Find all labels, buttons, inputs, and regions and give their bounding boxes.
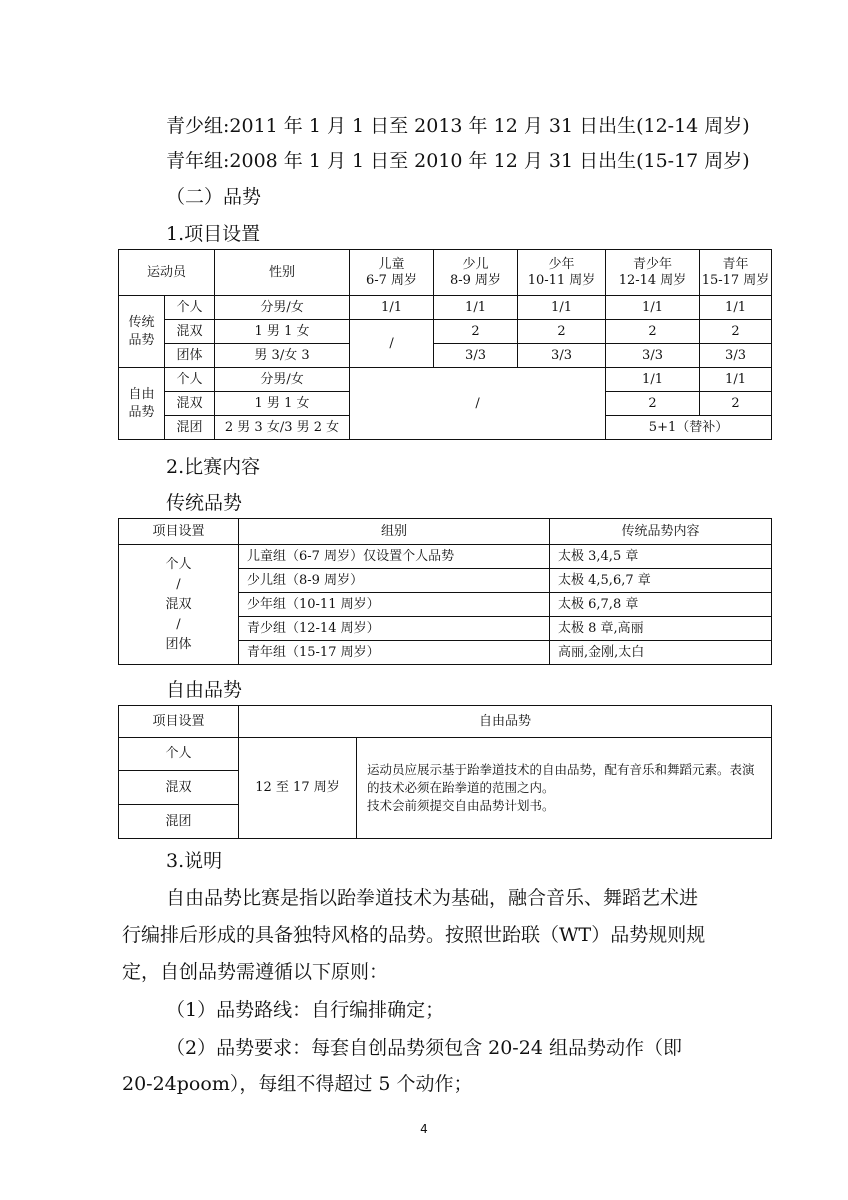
free-poomsae-title: 自由品势 [166,679,243,701]
cell-value: 2 [700,320,772,344]
kid-age: 8-9 周岁 [449,272,502,288]
teen-label: 少年 [548,256,575,272]
cell-value: 2 [700,392,772,416]
paragraph-line: 自由品势比赛是指以跆拳道技术为基础，融合音乐、舞蹈艺术进 [166,887,699,909]
group-cell: 儿童组（6-7 周岁）仅设置个人品势 [239,545,550,569]
junior-age: 15-17 周岁 [701,272,770,288]
header-gender: 性别 [215,250,350,296]
cell-value: 1/1 [606,296,700,320]
description-cell [357,738,772,839]
free-content-table [118,705,772,839]
competition-content-title: 2.比赛内容 [166,456,261,478]
header-junior [700,250,772,296]
item-separator: / [176,576,181,592]
header-kid [434,250,518,296]
group-cell: 少年组（10-11 周岁） [239,593,550,617]
cell-value: 1/1 [700,296,772,320]
free-mixed-team: 混团 [165,416,215,440]
item-separator: / [176,616,181,632]
youth-group-line: 青少组:2011 年 1 月 1 日至 2013 年 12 月 31 日出生(12-14 周岁) [166,115,750,137]
cell-value: 1/1 [606,368,700,392]
header-youth [606,250,700,296]
trad-individual: 个人 [165,296,215,320]
header-item: 项目设置 [119,706,239,738]
paragraph-line: 行编排后形成的具备独特风格的品势。按照世跆联（WT）品势规则规 [122,924,706,946]
junior-group-line: 青年组:2008 年 1 月 1 日至 2010 年 12 月 31 日出生(15-17 周岁) [166,150,750,172]
free-category-label: 自由品势 [128,386,155,420]
paragraph-line: 定，自创品势需遵循以下原则： [122,961,389,983]
cell-value: 3/3 [700,344,772,368]
cell-value: 3/3 [518,344,606,368]
header-item: 项目设置 [119,519,239,545]
cell-empty: / [350,320,434,368]
explanation-title: 3.说明 [166,850,223,872]
header-group: 组别 [239,519,550,545]
page-number: 4 [420,1122,428,1136]
header-free: 自由品势 [239,706,772,738]
teen-age: 10-11 周岁 [527,272,596,288]
cell-value: 5+1（替补） [606,416,772,440]
group-cell: 青少组（12-14 周岁） [239,617,550,641]
header-child [350,250,434,296]
paragraph-line: （1）品势路线：自行编排确定； [166,999,445,1021]
junior-label: 青年 [722,256,749,272]
item-individual: 个人 [165,556,192,572]
cell-value: 3/3 [434,344,518,368]
content-cell: 太极 6,7,8 章 [550,593,772,617]
content-cell: 太极 8 章,高丽 [550,617,772,641]
youth-age: 12-14 周岁 [618,272,687,288]
free-mixed-team: 混团 [119,805,239,839]
item-team: 团体 [165,636,192,652]
free-pair-gender: 1 男 1 女 [215,392,350,416]
trad-category-label: 传统品势 [128,314,155,348]
project-setup-table [118,249,772,440]
description-text: 运动员应展示基于跆拳道技术的自由品势，配有音乐和舞蹈元素。表演的技术必须在跆拳道的范围之内。 [367,762,755,795]
kid-label: 少儿 [462,256,489,272]
free-mixed-pair: 混双 [165,392,215,416]
child-label: 儿童 [378,256,405,272]
content-cell: 高丽,金刚,太白 [550,641,772,665]
paragraph-line: 20-24poom），每组不得超过 5 个动作； [122,1073,473,1095]
cell-value: 1/1 [434,296,518,320]
content-cell: 太极 4,5,6,7 章 [550,569,772,593]
free-individual: 个人 [165,368,215,392]
cell-empty: / [350,368,606,440]
age-cell: 12 至 17 周岁 [239,738,357,839]
free-individual: 个人 [119,738,239,771]
free-team-gender: 2 男 3 女/3 男 2 女 [215,416,350,440]
cell-value: 2 [434,320,518,344]
content-cell: 太极 3,4,5 章 [550,545,772,569]
cell-value: 1/1 [350,296,434,320]
free-category [119,368,165,440]
trad-poomsae-title: 传统品势 [166,492,243,514]
cell-value: 1/1 [700,368,772,392]
description-note: 技术会前须提交自由品势计划书。 [367,798,555,813]
group-cell: 青年组（15-17 周岁） [239,641,550,665]
paragraph-line: （2）品势要求：每套自创品势须包含 20-24 组品势动作（即 [166,1037,682,1059]
youth-label: 青少年 [633,256,673,272]
item-cell [119,545,239,665]
cell-value: 2 [606,320,700,344]
trad-mixed-pair: 混双 [165,320,215,344]
section-title: （二）品势 [166,186,262,208]
header-content: 传统品势内容 [550,519,772,545]
cell-value: 2 [518,320,606,344]
trad-individual-gender: 分男/女 [215,296,350,320]
cell-value: 1/1 [518,296,606,320]
trad-pair-gender: 1 男 1 女 [215,320,350,344]
trad-team: 团体 [165,344,215,368]
header-athlete: 运动员 [119,250,215,296]
trad-category [119,296,165,368]
free-mixed-pair: 混双 [119,771,239,805]
cell-value: 2 [606,392,700,416]
item-mixed-pair: 混双 [165,596,192,612]
cell-value: 3/3 [606,344,700,368]
project-setup-title: 1.项目设置 [166,223,261,245]
group-cell: 少儿组（8-9 周岁） [239,569,550,593]
trad-content-table [118,518,772,665]
free-individual-gender: 分男/女 [215,368,350,392]
header-teen [518,250,606,296]
child-age: 6-7 周岁 [365,272,418,288]
trad-team-gender: 男 3/女 3 [215,344,350,368]
